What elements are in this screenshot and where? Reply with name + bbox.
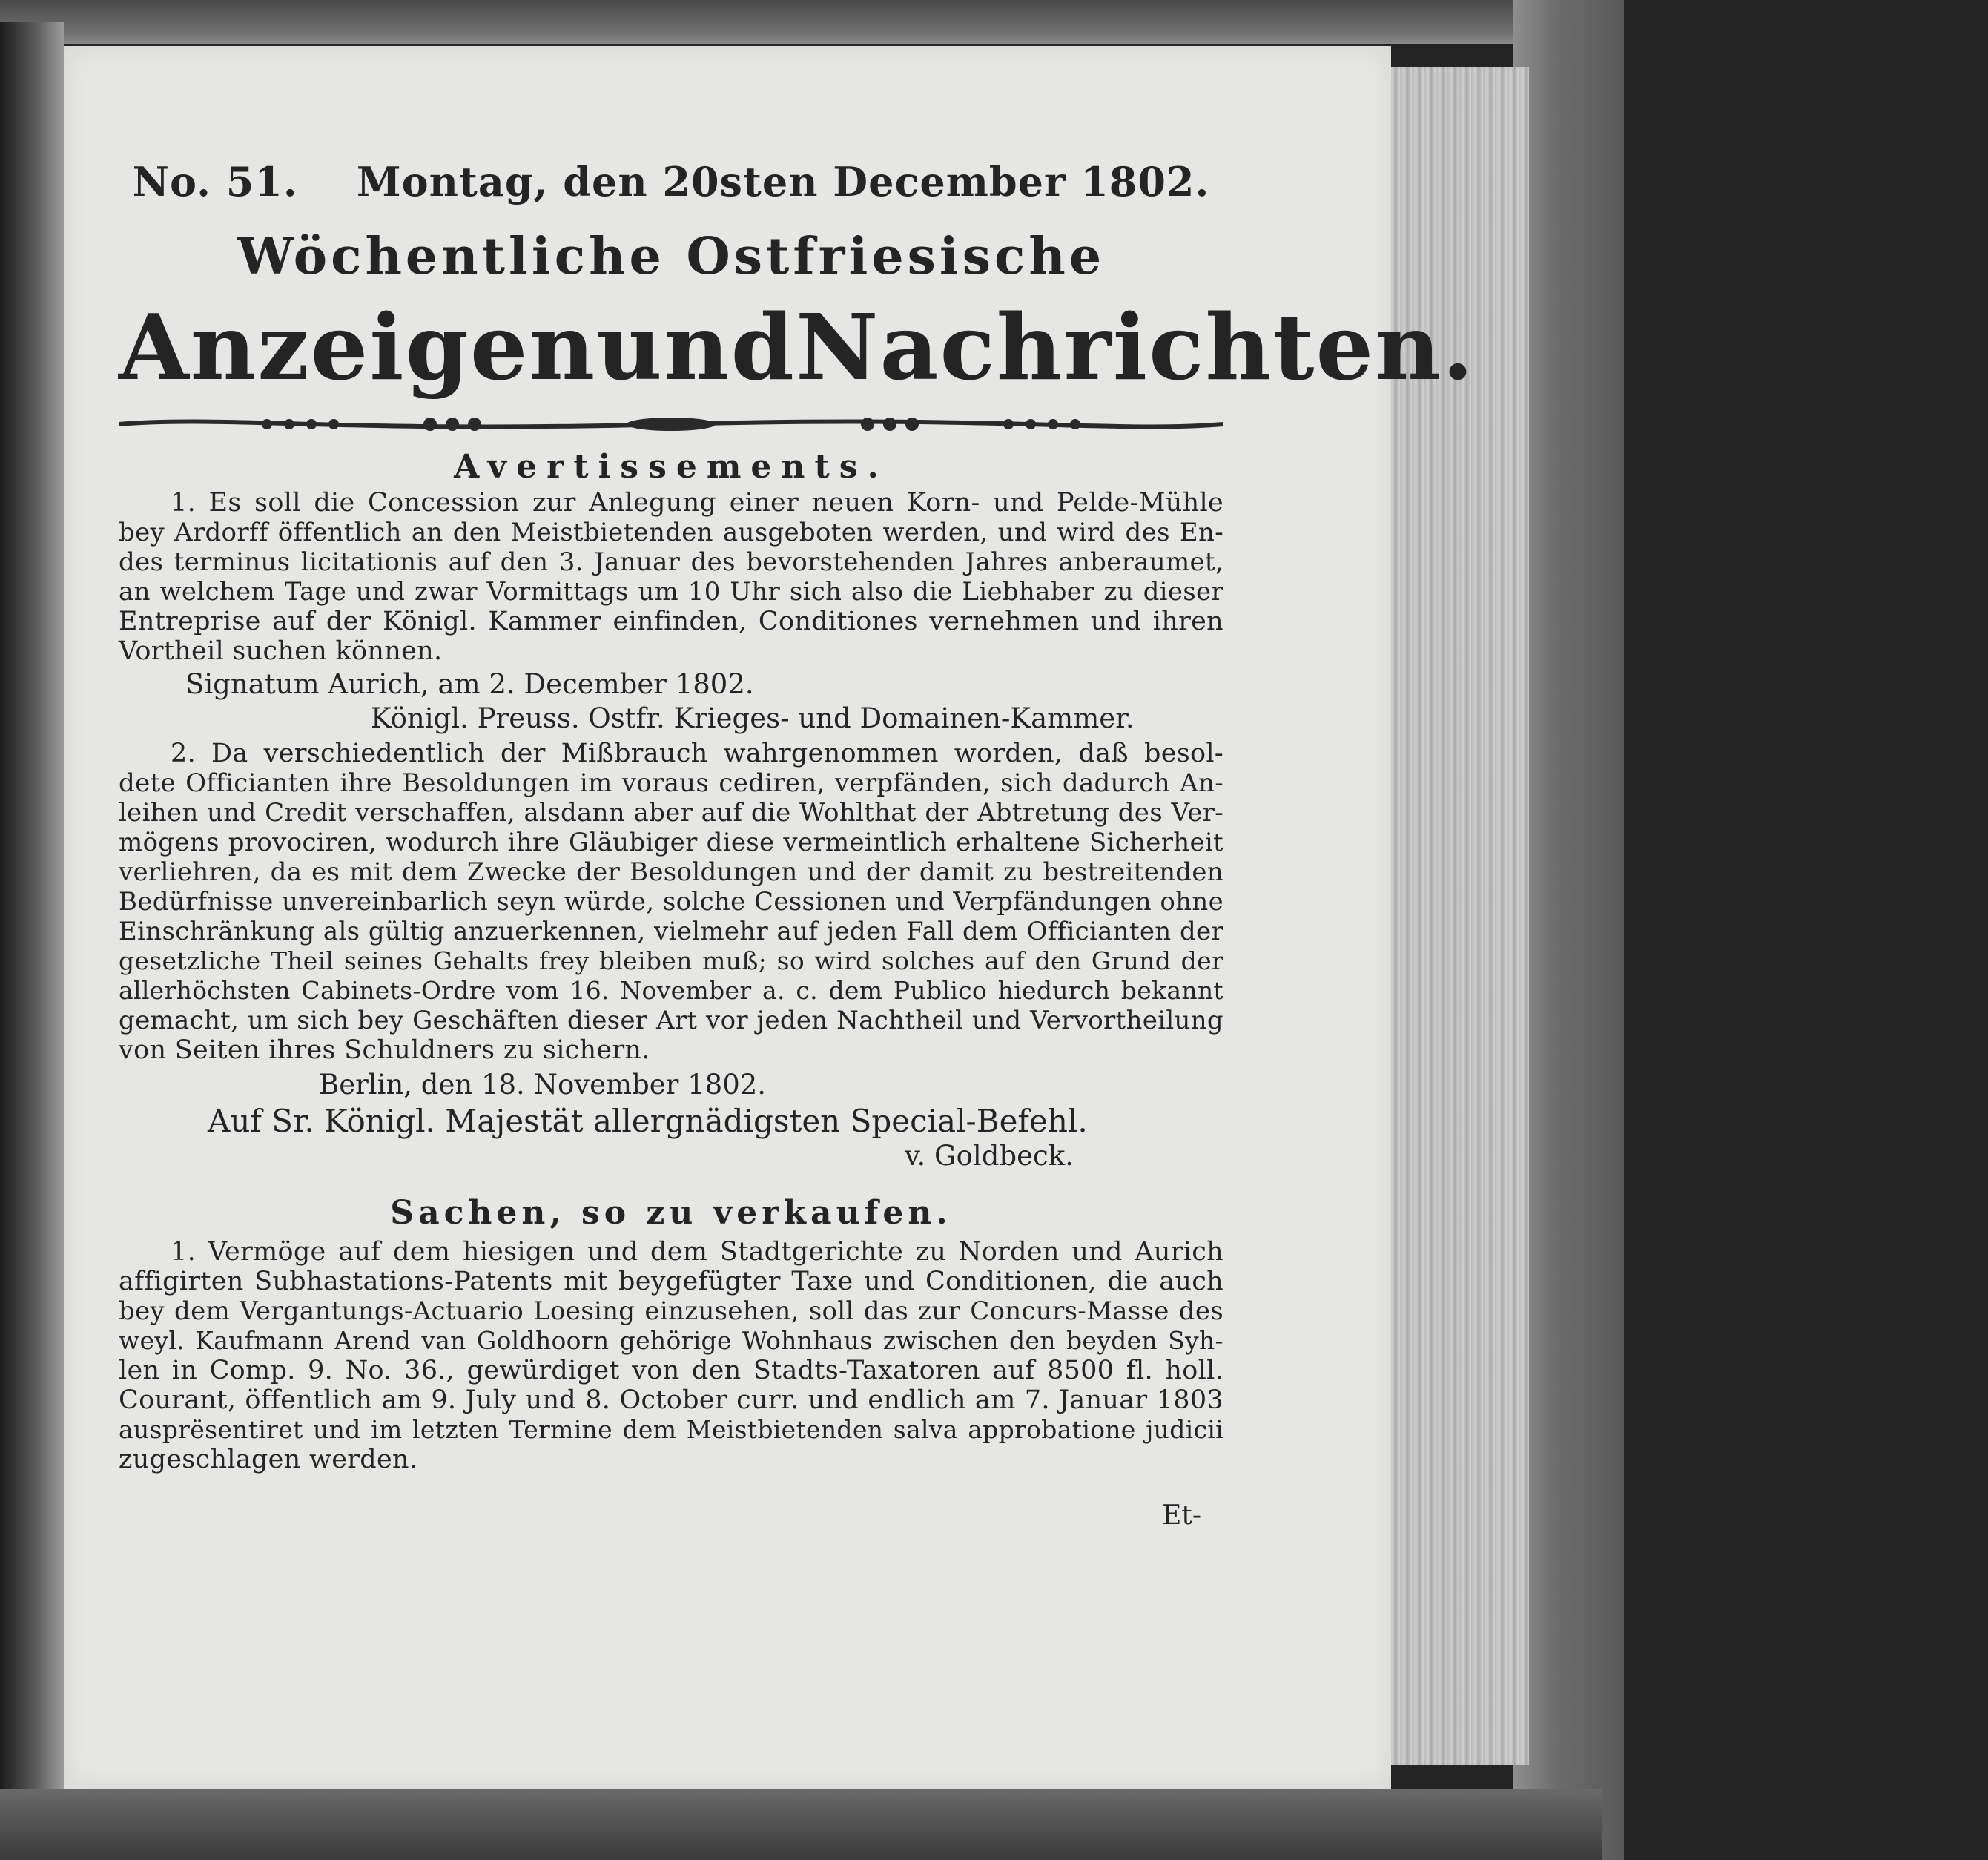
background-right (1594, 0, 1988, 1860)
issue-number: No. 51. (132, 158, 298, 205)
book-binding (1513, 0, 1624, 1860)
notice-3-line: 1. Vermöge auf dem hiesigen und dem Stadtgerichte zu Norden und Aurich (171, 1237, 1223, 1267)
book-cover-top (0, 0, 1602, 44)
notice-2-line: allerhöchsten Cabinets-Ordre vom 16. November a. c. dem Publico hiedurch bekannt (119, 976, 1223, 1005)
notice-1-line: des terminus licitationis auf den 3. Januar des bevorstehenden Jahres anberaumet, (119, 547, 1223, 577)
notice-1-line: Vortheil suchen können. (119, 636, 443, 666)
notice-3-line: zugeschlagen werden. (119, 1445, 418, 1474)
notice-2-place-date: Berlin, den 18. November 1802. (319, 1069, 767, 1101)
notice-2-line: gesetzliche Theil seines Gehalts frey bleiben muß; so wird solches auf den Grund der (119, 946, 1223, 975)
notice-3-line: weyl. Kaufmann Arend van Goldhoorn gehörige Wohnhaus zwischen den beyden Syh- (119, 1326, 1223, 1355)
notice-1-line: Entreprise auf der Königl. Kammer einfinden, Conditiones vernehmen und ihren (119, 607, 1223, 636)
notice-2-royal-order: Auf Sr. Königl. Majestät allergnädigsten Special-Befehl. (208, 1103, 1088, 1139)
notice-1-line: an welchem Tage und zwar Vormittags um 10 Uhr sich also die Liebhaber zu dieser (119, 577, 1223, 607)
notice-1-line: 1. Es soll die Concession zur Anlegung einer neuen Korn- und Pelde-Mühle (171, 488, 1223, 518)
book-bottom (0, 1789, 1602, 1860)
notice-2-line: dete Officianten ihre Besoldungen im voraus cediren, verpfänden, sich dadurch An- (119, 768, 1223, 798)
notice-1-line: bey Ardorff öffentlich an den Meistbietenden ausgeboten werden, und wird des En- (119, 518, 1223, 547)
masthead-line-1: Wöchentliche Ostfriesische (237, 227, 1106, 286)
notice-3-line: ausprësentiret und im letzten Termine dem Meistbietenden salva approbatione judicii (119, 1415, 1223, 1444)
notice-2-signature: v. Goldbeck. (905, 1140, 1074, 1172)
notice-1 (119, 488, 1223, 666)
masthead-word-und: und (596, 294, 796, 400)
section-sachen-zu-verkaufen: Sachen, so zu verkaufen. (390, 1194, 952, 1232)
notice-3-line: len in Comp. 9. No. 36., gewürdiget von den Stadts-Taxatoren auf 8500 fl. holl. (119, 1356, 1223, 1385)
notice-2-line: leihen und Credit verschaffen, alsdann aber auf die Wohlthat der Abtretung des Ver- (119, 798, 1223, 828)
masthead-line-2 (119, 294, 1476, 400)
notice-1-authority: Königl. Preuss. Ostfr. Krieges- und Domainen-Kammer. (371, 702, 1135, 734)
notice-2-line: Bedürfnisse unvereinbarlich seyn würde, solche Cessionen und Verpfändungen ohne (119, 887, 1223, 917)
notice-2-line: mögens provociren, wodurch ihre Gläubiger diese vermeintlich erhaltene Sicherheit (119, 828, 1223, 857)
section-avertissements: Avertissements. (454, 448, 888, 486)
notice-2-line: von Seiten ihres Schuldners zu sichern. (119, 1035, 650, 1065)
catchword: Et- (1162, 1500, 1201, 1531)
left-page-edge (0, 22, 64, 1810)
issue-header (119, 156, 1223, 208)
notice-2-line: gemacht, um sich bey Geschäften dieser Art vor jeden Nachtheil und Vervortheilung (119, 1006, 1223, 1035)
notice-3-line: bey dem Vergantungs-Actuario Loesing einzusehen, soll das zur Concurs-Masse des (119, 1296, 1223, 1326)
notice-2 (119, 739, 1223, 1065)
page-content (119, 156, 1476, 1531)
issue-date: Montag, den 20sten December 1802. (356, 158, 1210, 205)
ornamental-rule (119, 409, 1223, 439)
masthead-word-anzeigen: Anzeigen (119, 294, 597, 400)
notice-1-place-date: Signatum Aurich, am 2. December 1802. (185, 668, 754, 700)
notice-3-line: affigirten Subhastations-Patents mit beygefügter Taxe und Conditionen, die auch (119, 1267, 1223, 1296)
notice-2-line: 2. Da verschiedentlich der Mißbrauch wahrgenommen worden, daß besol- (171, 739, 1223, 768)
notice-2-line: Einschränkung als gültig anzuerkennen, vielmehr auf jeden Fall dem Officianten der (119, 917, 1223, 946)
notice-3-line: Courant, öffentlich am 9. July und 8. October curr. und endlich am 7. Januar 1803 (119, 1385, 1223, 1415)
notice-2-line: verliehren, da es mit dem Zwecke der Besoldungen und der damit zu bestreitenden (119, 857, 1223, 887)
masthead-word-nachrichten: Nachrichten. (795, 294, 1476, 400)
notice-3 (119, 1237, 1223, 1474)
